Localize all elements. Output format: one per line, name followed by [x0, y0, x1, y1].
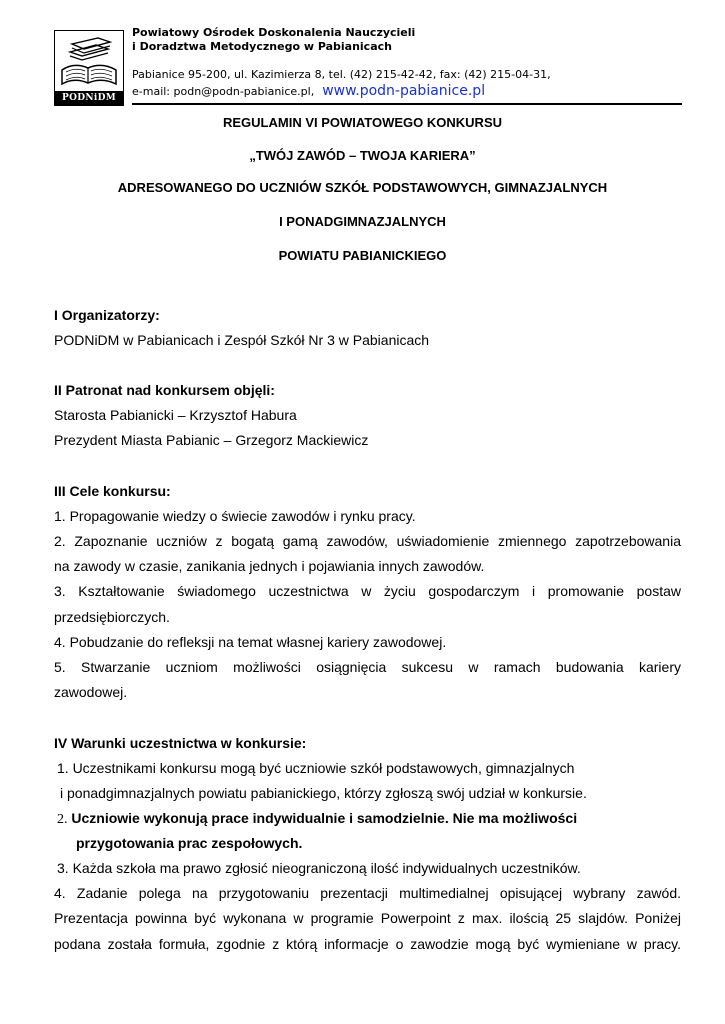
section-heading-goals: III Cele konkursu: [54, 483, 171, 499]
open-book-icon [58, 34, 120, 90]
goal-1: 1. Propagowanie wiedzy o świecie zawodów i rynku pracy. [54, 508, 416, 524]
condition-1-cont: i ponadgimnazjalnych powiatu pabianickiego, którzy zgłoszą swój udział w konkursie. [60, 785, 587, 801]
condition-2 [57, 810, 684, 828]
logo [54, 30, 124, 106]
contact-info [132, 66, 551, 100]
section-heading-organizers: I Organizatorzy: [54, 307, 160, 323]
email: e-mail: podn@podn-pabianice.pl, [132, 85, 315, 98]
condition-4-cont-1: Prezentacja powinna być wykonana w programie Powerpoint z max. ilością 25 slajdów. Poniżej [54, 910, 681, 926]
condition-4: 4. Zadanie polega na przygotowaniu prezentacji multimedialnej opisującej wybrany zawód. [54, 885, 681, 901]
organizers-text: PODNiDM w Pabianicach i Zespół Szkół Nr 3 w Pabianicach [54, 332, 430, 348]
goal-5: 5. Stwarzanie uczniom możliwości osiągnięcia sukcesu w ramach budowania kariery [54, 659, 681, 675]
logo-text: PODNiDM [55, 91, 123, 105]
section-heading-patronage: II Patronat nad konkursem objęli: [54, 382, 275, 398]
address: Pabianice 95-200, ul. Kazimierza 8, tel. (42) 215-42-42, fax: (42) 215-04-31, [132, 68, 551, 81]
organization-name: Powiatowy Ośrodek Doskonalenia Nauczycieli i Doradztwa Metodycznego w Pabianicach [132, 26, 416, 53]
condition-2-number: 2. [57, 812, 68, 827]
goal-5-cont: zawodowej. [54, 684, 128, 700]
title-line-2: „TWÓJ ZAWÓD – TWOJA KARIERA” [249, 148, 476, 163]
condition-4-cont-2: podana została formuła, zgodnie z którą informacje o zawodzie mogą być wymieniane w pracy. [54, 936, 681, 952]
title-line-5: POWIATU PABIANICKIEGO [278, 248, 447, 263]
section-heading-conditions: IV Warunki uczestnictwa w konkursie: [54, 735, 307, 751]
goal-3-cont: przedsiębiorczych. [54, 609, 170, 625]
goal-2-cont: na zawody w czasie, zanikania jednych i pojawiania innych zawodów. [54, 558, 485, 574]
condition-3: 3. Każda szkoła ma prawo zgłosić nieograniczoną ilość indywidualnych uczestników. [57, 860, 581, 876]
website-link[interactable]: www.podn-pabianice.pl [322, 83, 486, 99]
title-line-1: REGULAMIN VI POWIATOWEGO KONKURSU [222, 115, 503, 130]
title-line-3: ADRESOWANEGO DO UCZNIÓW SZKÓŁ PODSTAWOWYCH, GIMNAZJALNYCH [117, 180, 608, 195]
patron-2: Prezydent Miasta Pabianic – Grzegorz Mackiewicz [54, 432, 369, 448]
letterhead [54, 26, 682, 106]
condition-2-text: Uczniowie wykonują prace indywidualnie i samodzielnie. Nie ma możliwości [71, 810, 578, 826]
header-divider [132, 103, 682, 105]
goal-4: 4. Pobudzanie do refleksji na temat własnej kariery zawodowej. [54, 634, 447, 650]
goal-3: 3. Kształtowanie świadomego uczestnictwa w życiu gospodarczym i promowanie postaw [54, 583, 681, 599]
condition-1: 1. Uczestnikami konkursu mogą być uczniowie szkół podstawowych, gimnazjalnych [57, 760, 575, 776]
goal-2: 2. Zapoznanie uczniów z bogatą gamą zawodów, uświadomienie zmiennego zapotrzebowania [54, 533, 681, 549]
condition-2-cont: przygotowania prac zespołowych. [76, 835, 303, 851]
patron-1: Starosta Pabianicki – Krzysztof Habura [54, 407, 297, 423]
title-line-4: I PONADGIMNAZJALNYCH [279, 214, 446, 229]
